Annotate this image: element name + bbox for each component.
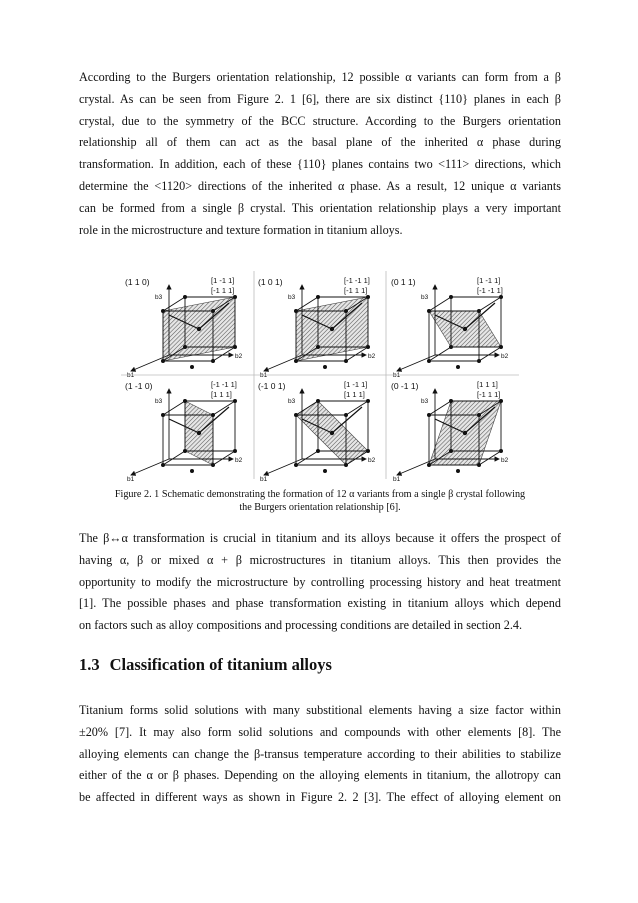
atom-dot [499, 399, 503, 403]
cube-edge [213, 401, 235, 415]
figure-panel [391, 380, 509, 483]
atom-dot [477, 413, 481, 417]
atom-dot [449, 449, 453, 453]
atom-dot [294, 463, 298, 467]
axis-label-b3: b3 [288, 398, 296, 405]
atom-dot [449, 295, 453, 299]
axis-label-b3: b3 [421, 398, 429, 405]
caption-line-2: the Burgers orientation relationship [6]. [239, 502, 401, 513]
direction-label: [-1 1 1] [344, 286, 368, 295]
atom-dot [233, 295, 237, 299]
cube-edge [296, 451, 318, 465]
axis-label-b2: b2 [501, 353, 509, 360]
atom-dot [183, 449, 187, 453]
text-line: The β↔α transformation is crucial in titanium and its alloys because it offers the prospect of [79, 531, 561, 545]
text-line: relationship all of them can act as the basal plane of the inherited α phase during [79, 135, 561, 150]
text-line: be affected in different ways as shown in Figure 2. 2 [3]. The effect of alloying element on [79, 790, 561, 805]
direction-label: [1 1 1] [344, 390, 365, 399]
paragraph-burgers-relationship [79, 67, 561, 241]
atom-dot [233, 399, 237, 403]
cube-edge [163, 451, 185, 465]
atom-dot [161, 309, 165, 313]
text-line: [1]. The possible phases and phase transformation existing in titanium alloys which depend [79, 596, 561, 611]
atom-dot [183, 295, 187, 299]
atom-dot [161, 413, 165, 417]
text-line: can be formed from a single β crystal. This orientation relationship plays a very important [79, 200, 561, 215]
pole-dot [323, 469, 327, 473]
text-line: crystal. As can be seen from Figure 2. 1 [6], there are six distinct {110} planes in each β [79, 91, 561, 106]
pole-dot [323, 365, 327, 369]
atom-dot [233, 345, 237, 349]
figure-panel [258, 276, 376, 379]
atom-dot [427, 309, 431, 313]
atom-dot [366, 399, 370, 403]
plane-label: (-1 0 1) [258, 381, 286, 391]
atom-dot [316, 449, 320, 453]
axis-label-b3: b3 [155, 294, 163, 301]
figure-panel [125, 276, 243, 379]
atom-dot [344, 309, 348, 313]
atom-dot [366, 449, 370, 453]
figure-panel [391, 276, 509, 379]
text-line: Titanium forms solid solutions with many substitional elements having a size factor within [79, 703, 561, 717]
plane-label: (1 -1 0) [125, 381, 153, 391]
figure-burgers-variants [121, 271, 519, 483]
axis-label-b3: b3 [155, 398, 163, 405]
figure-panel [258, 380, 376, 483]
text-line: having α, β or mixed α + β microstructures in titanium alloys. This then provides the [79, 552, 561, 567]
section-number: 1.3 [79, 655, 100, 674]
axis-label-b2: b2 [501, 457, 509, 464]
plane-label: (1 1 0) [125, 277, 150, 287]
atom-dot [449, 399, 453, 403]
atom-dot [161, 463, 165, 467]
axis-label-b2: b2 [235, 353, 243, 360]
direction-label: [-1 -1 1] [344, 276, 370, 285]
direction-label: [1 -1 1] [211, 276, 235, 285]
text-line: on factors such as alloy compositions and processing conditions are detailed in section 2.4. [79, 618, 523, 633]
axis-label-b2: b2 [235, 457, 243, 464]
axis-label-b1: b1 [127, 476, 135, 483]
pole-dot [456, 469, 460, 473]
text-line: transformation. In addition, each of these {110} planes contains two <111> directions, which [79, 157, 561, 172]
cube-edge [479, 297, 501, 311]
atom-dot [427, 413, 431, 417]
pole-dot [456, 365, 460, 369]
section-title: Classification of titanium alloys [109, 655, 332, 674]
direction-label: [-1 -1 1] [477, 286, 503, 295]
atom-dot [183, 345, 187, 349]
direction-label: [1 -1 1] [477, 276, 501, 285]
paragraph-classification [79, 700, 561, 809]
text-line: According to the Burgers orientation relationship, 12 possible α variants can form from a β [79, 70, 561, 84]
text-line: either of the α or β phases. Depending on the alloying elements in titanium, the allotropy can [79, 768, 561, 783]
axis-label-b1: b1 [260, 476, 268, 483]
axis-label-b2: b2 [368, 353, 376, 360]
atom-dot [316, 399, 320, 403]
atom-dot [477, 463, 481, 467]
direction-label: [-1 1 1] [211, 286, 235, 295]
direction-label: [1 1 1] [211, 390, 232, 399]
plane-label: (1 0 1) [258, 277, 283, 287]
axis-label-b1: b1 [260, 372, 268, 379]
atom-dot [366, 345, 370, 349]
cube-edge [346, 401, 368, 415]
cube-edge [213, 451, 235, 465]
atom-dot [211, 413, 215, 417]
atom-dot [499, 449, 503, 453]
paragraph-transformation [79, 528, 561, 637]
cube-edge [163, 401, 185, 415]
text-line: alloying elements can change the β-transus temperature according to their abilities to stabilize [79, 746, 561, 761]
atom-dot [344, 359, 348, 363]
atom-dot [366, 295, 370, 299]
axis-label-b3: b3 [288, 294, 296, 301]
atom-dot [477, 359, 481, 363]
axis-label-b1: b1 [393, 476, 401, 483]
atom-dot [499, 345, 503, 349]
figure-panel [125, 380, 243, 483]
axis-label-b3: b3 [421, 294, 429, 301]
atom-dot [211, 359, 215, 363]
axis-label-b1: b1 [127, 372, 135, 379]
atom-dot [499, 295, 503, 299]
axis-b1 [131, 355, 169, 371]
plane-label: (0 1 1) [391, 277, 416, 287]
axis-label-b1: b1 [393, 372, 401, 379]
axis-b1 [397, 355, 435, 371]
axis-b1 [264, 355, 302, 371]
direction-label: [1 1 1] [477, 380, 498, 389]
text-line: opportunity to modify the microstructure by controlling processing history and heat treatment [79, 574, 561, 589]
cube-edge [429, 297, 451, 311]
text-line: determine the <1120> directions of the inherited α phase. As a result, 12 unique α variants [79, 178, 561, 193]
atom-dot [183, 399, 187, 403]
axis-b1 [264, 459, 302, 475]
atom-dot [344, 413, 348, 417]
axis-b1 [131, 459, 169, 475]
atom-dot [344, 463, 348, 467]
atom-dot [233, 449, 237, 453]
caption-line-1: Figure 2. 1 Schematic demonstrating the formation of 12 α variants from a single β crystal following [114, 489, 526, 500]
pole-dot [190, 469, 194, 473]
plane-label: (0 -1 1) [391, 381, 419, 391]
axis-label-b2: b2 [368, 457, 376, 464]
section-heading [79, 655, 332, 675]
atom-dot [316, 295, 320, 299]
atom-dot [427, 463, 431, 467]
cube-edge [479, 347, 501, 361]
pole-dot [190, 365, 194, 369]
atom-dot [294, 413, 298, 417]
figure-caption [79, 488, 561, 514]
atom-dot [161, 359, 165, 363]
figure-panels [125, 276, 509, 483]
axis-b1 [397, 459, 435, 475]
cube-edge [429, 347, 451, 361]
text-line: role in the microstructure and texture formation in titanium alloys. [79, 222, 403, 237]
text-line: crystal, due to the symmetry of the BCC structure. According to the Burgers orientation [79, 113, 561, 128]
atom-dot [294, 309, 298, 313]
atom-dot [316, 345, 320, 349]
text-line: ±20% [7]. It may also form solid solutions and compounds with other elements [8]. The [79, 724, 561, 739]
atom-dot [449, 345, 453, 349]
atom-dot [477, 309, 481, 313]
atom-dot [427, 359, 431, 363]
direction-label: [1 -1 1] [344, 380, 368, 389]
atom-dot [211, 309, 215, 313]
atom-dot [294, 359, 298, 363]
atom-dot [211, 463, 215, 467]
direction-label: [-1 -1 1] [211, 380, 237, 389]
direction-label: [-1 1 1] [477, 390, 501, 399]
